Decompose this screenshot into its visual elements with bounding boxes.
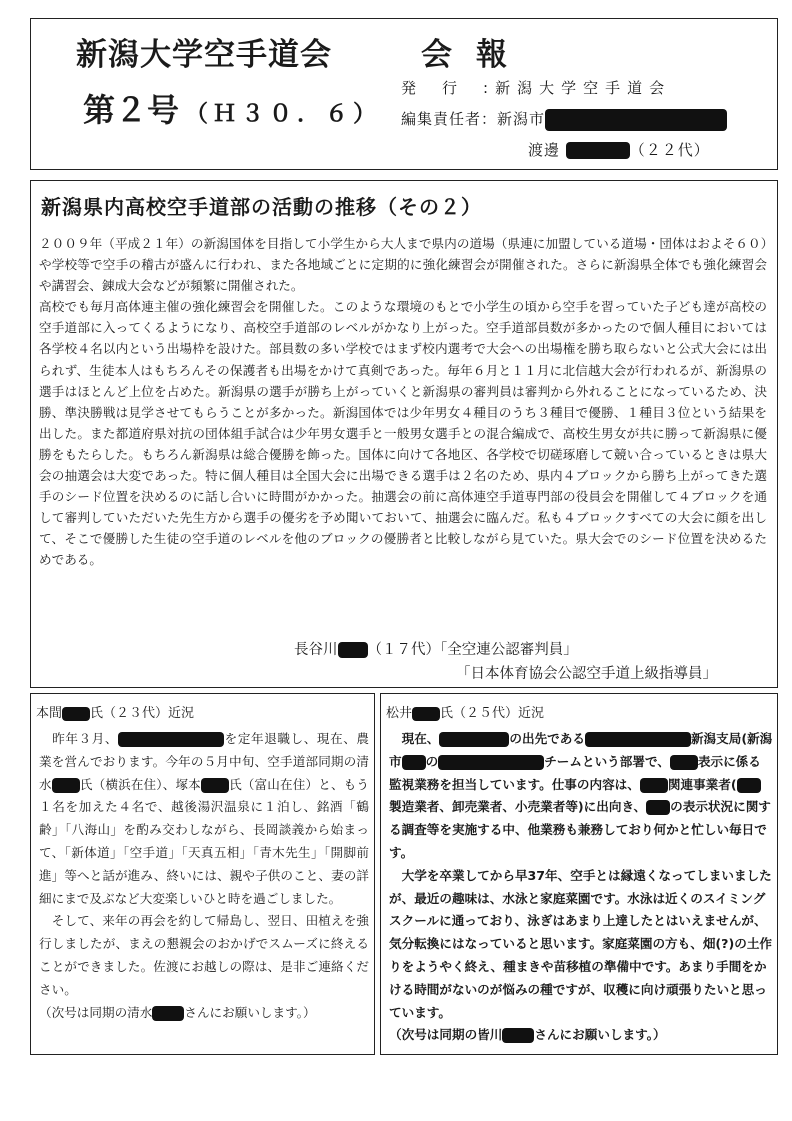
column-paragraph [389,728,773,865]
redaction-bar [646,800,670,815]
issue-number [83,85,381,131]
publisher-line [401,77,671,98]
issue-label: 第２号 [83,91,180,129]
text-run: の表示状況に関する調査等を実施する中、他業務も兼務しており何かと忙しい毎日です。 [389,799,771,860]
text-run: そして、来年の再会を約して帰島し、翌日、田植えを強行しましたが、まえの懇親会のおかげでスムーズに終えることができました。佐渡にお越しの際は、是非ご連絡ください。 [39,913,370,997]
redaction-bar [640,778,668,793]
redaction-bar [502,1028,534,1043]
redaction-bar [152,1006,184,1021]
column-title-rest: 氏（２５代）近況 [440,706,545,721]
text-run: 氏（横浜在住）、塚本 [79,776,201,792]
news-column-right [380,693,778,1055]
column-paragraph [389,865,773,1025]
text-run: 製造業者、卸売業者、小売業者等)に出向き、 [389,799,647,815]
publisher-value: :新潟大学空手道会 [483,79,672,97]
column-title-name: 本間 [36,706,63,721]
redaction-bar [338,642,368,658]
redaction-bar [545,109,727,131]
article-headline: 新潟県内高校空手道部の活動の推移（その２） [41,195,482,219]
text-run: 氏（富山在住）と、もう１名を加えた４名で、越後湯沢温泉に１泊し、銘酒「鶴齢」「八海山」を酌み交わしながら、長岡談義から始まって、「新体道」「空手道」「天真五相」「青木先生」「開脚前進」等へと話が進み、終いには、親や子供のこと、妻の詳細にまで及ぶなど大変楽しいひと時を過ごしました。 [39,776,369,906]
redaction-bar [118,732,224,747]
article-body [39,233,767,571]
redaction-bar [670,755,698,770]
editor-line [401,108,727,131]
text-run: を定年退職し、現在、農業を営んでおります。今年の５月中旬、空手道部同期の清水 [39,731,370,792]
redaction-bar [201,778,229,793]
column-title-name: 松井 [386,706,413,721]
text-run: さんにお願いします。） [184,1004,316,1020]
text-run: の [425,753,439,769]
editor-name-line [528,139,710,160]
text-run: 表示に係る監視業務を担当しています。仕事の内容は、 [389,753,761,792]
news-column-left [30,693,375,1055]
text-run: （次号は同期の皆川 [389,1027,503,1043]
redaction-bar [62,707,90,721]
redaction-bar [438,755,544,770]
column-body [39,728,369,1024]
redaction-bar [737,778,761,793]
redaction-bar [52,778,80,793]
text-run: 新潟支局(新潟市 [389,731,773,769]
article-paragraph: ２００９年（平成２１年）の新潟国体を目指して小学生から大人まで県内の道場（県連に加盟している道場・団体はおよそ６０）や学校等で空手の稽古が盛んに行われ、また各地域ごとに定期的に強化練習会が開催された。さらに新潟県全体でも強化練習会や講習会、錬成大会などが頻繁に開催された。 [39,236,767,294]
redaction-bar [585,732,691,747]
redaction-bar [402,755,426,770]
column-title-rest: 氏（２３代）近況 [90,706,195,721]
text-run: 大学を卒業してから早37年、空手とは縁遠くなってしまいましたが、最近の趣味は、水泳と家庭菜園です。水泳は近くのスイミングスクールに通っており、泳ぎはあまり上達したとはいえませんが、気分転換にはなっていると思います。家庭菜園の方も、畑(?)の土作りをようやく終え、種まきや苗移植の準備中です。あまり手間をかける時間がないのが悩みの種ですが、収穫に向け頑張りたいと思っています。 [389,867,773,1020]
text-run: の出先である [509,731,585,746]
text-run: さんにお願いします。） [534,1027,666,1043]
editor-city: 新潟市 [497,110,546,128]
column-paragraph [39,728,369,910]
newsletter-org-title: 新潟大学空手道会 [76,37,332,73]
redaction-bar [412,707,440,721]
main-article [30,180,778,688]
author-title-1: 「全空連公認審判員」 [440,642,578,658]
article-paragraph: 高校でも毎月高体連主催の強化練習会を開催した。このような環境のもとで小学生の頃から空手を習っていた子ども達が高校の空手道部に入ってくるようになり、高校空手道部のレベルがかなり上がった。空手道部員数が多かったので個人種目においては各学校４名以内という出場枠を設けた。部員数の多い学校ではまず校内選考で大会への出場権を勝ち取らないと公式大会には出られず、生徒本人はもちろんその保護者も出場をかけて真剣であった。毎年６月と１１月に北信越大会が行われるが、新潟県の選手はほとんど上位を占めた。新潟県の選手が勝ち上がっていくと新潟県の審判員は審判から外れることになっているため、決勝、準決勝戦は見学させてもらうことが多かった。新潟国体では少年男女４種目のうち３種目で優勝、１種目３位という結果を出した。また都道府県対抗の団体組手試合は少年男女選手と一般男女選手との混合編成で、高校生男女が共に勝って新潟県に優勝をもたらした。もちろん新潟県は総合優勝を飾った。国体に向けて各地区、各学校で切磋琢磨して競い合っているときは県大会の抽選会は大変であった。特に個人種目は全国大会に出場できる選手は２名のため、県内４ブロックから勝ち上がってきた選手のシード位置を決めるのに話し合いに時間がかかった。抽選会の前に高体連空手道専門部の役員会を開催して４ブロックを通して審判していただいた先生方から選手の優劣を予め聞いておいて、抽選会に臨んだ。私も４ブロックすべての大会に顔を出して、そこで優勝した生徒の空手道のレベルを他のブロックの優勝者と比較しながら見ていた。県大会でのシード位置を決めるためである。 [39,299,767,568]
text-run: 昨年３月、 [52,731,119,746]
text-run: 現在、 [401,731,440,746]
issue-date: （Ｈ３０．６） [185,100,382,127]
column-body [389,728,773,1047]
editor-generation: （２２代） [629,141,710,159]
text-run: 関連事業者( [667,776,737,792]
redaction-bar [439,732,509,747]
column-title [386,702,544,721]
redaction-bar [566,142,630,159]
editor-label: 編集責任者： [401,110,498,128]
column-paragraph [39,910,369,1001]
author-name: 長谷川 [294,642,338,658]
article-signature [294,638,578,659]
newsletter-kaiho: 会報 [421,37,531,73]
masthead [30,18,778,170]
column-title [36,702,194,721]
column-paragraph [389,1024,773,1047]
text-run: （次号は同期の清水 [39,1004,153,1020]
text-run: チームという部署で、 [544,753,670,769]
author-title-2: 「日本体育協会公認空手道上級指導員」 [456,666,717,682]
column-paragraph [39,1002,369,1025]
publisher-label: 発行 [401,79,484,97]
editor-name: 渡邊 [528,141,561,159]
author-generation: （１７代） [367,642,440,658]
